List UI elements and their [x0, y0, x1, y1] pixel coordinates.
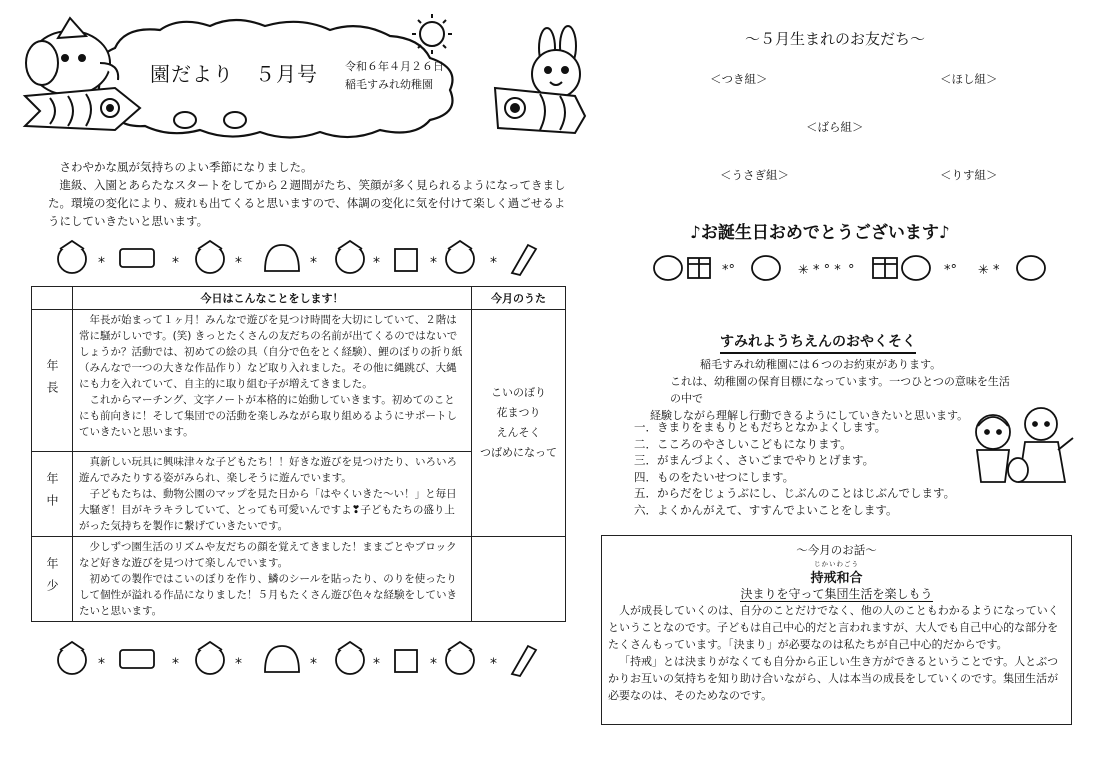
svg-text:*: * [430, 656, 437, 672]
birthday-title: 〜５月生まれのお友だち〜 [744, 30, 925, 48]
grade-header-cell [32, 287, 73, 310]
monthly-plan-table [31, 286, 566, 622]
grade-label [32, 452, 73, 537]
promise-title: すみれようちえんのおやくそく [720, 331, 916, 354]
svg-text:*: * [172, 255, 179, 271]
carp-streamer-right [495, 88, 585, 133]
svg-text:*°: *° [722, 263, 735, 278]
svg-text:*: * [490, 255, 497, 271]
svg-text:*: * [310, 255, 317, 271]
svg-text:*: * [98, 255, 105, 271]
story-body [608, 602, 1066, 704]
song-header: 今月のうた [472, 287, 566, 310]
class-label-hoshi: ＜ほし組＞ [940, 72, 998, 86]
activity-cell [73, 310, 472, 452]
song-item: こいのぼり [491, 386, 546, 399]
svg-text:✳ * ° *: ✳ * ° * [798, 263, 841, 278]
story-subtitle-text: 決まりを守って集団生活を楽しもう [740, 587, 933, 601]
school-name: 稲毛すみれ幼稚園 [345, 78, 433, 91]
empty-song-cell [472, 537, 566, 622]
song-item: つばめになって [480, 446, 557, 459]
intro-text [48, 158, 568, 230]
promise-list [634, 419, 955, 518]
grade-text: 年中 [45, 472, 59, 516]
issue-date: 令和６年４月２６日 [345, 60, 444, 73]
list-item: 二．こころのやさしいこどもになります。 [634, 436, 852, 451]
list-item: 三．がまんづよく、さいごまでやりとげます。 [634, 453, 875, 467]
svg-text:*: * [172, 656, 179, 672]
list-item: 一．きまりをまもりともだちとなかよくします。 [634, 420, 887, 434]
activity-cell [73, 452, 472, 537]
carp-streamer-left [25, 88, 140, 130]
decorative-border-bottom [50, 638, 550, 680]
birthday-congrats: ♪お誕生日おめでとうございます♪ [690, 223, 950, 243]
list-item: 五．からだをじょうぶにし、じぶんのことはじぶんでします。 [634, 486, 956, 500]
story-heading: 〜今月のお話〜 [796, 543, 877, 557]
grade-text: 年長 [45, 358, 59, 403]
issue-date-block [345, 58, 444, 94]
svg-text:*: * [235, 656, 242, 672]
intro-paragraph: 進級、入園とあらたなスタートをしてから２週間がたち、笑顔が多く見られるようになってきました。環境の変化により、疲れも出てくると思いますので、体調の変化に気を付けて楽しく過ごせるようにしていきたいと思います。 [48, 178, 566, 228]
story-paragraph: 人が成長していくのは、自分のことだけでなく、他の人のこともわかるようになっていくということなのです。子どもは自己中心的だと言われますが、大人でも自己中心的な部分をたくさんもっています。「決まり」が必要なのは私たちが自己中心的だからです。 [608, 604, 1059, 651]
class-label-tsuki: ＜つき組＞ [710, 72, 768, 86]
intro-line: さわやかな風が気持ちのよい季節になりました。 [59, 160, 313, 174]
story-ruby: じかいわごう [814, 560, 859, 568]
activity-paragraph: 子どもたちは、動物公園のマップを見た日から「はやくいきた〜い！」と毎日大騒ぎ！目がキラキラしていて、とっても可愛いんですよ❣子どもたちの盛り上がった気持ちを製作に繋げていきたいです。 [79, 488, 457, 532]
grade-label [32, 310, 73, 452]
page-title: 園だより ５月号 [150, 62, 318, 86]
svg-text:*°: *° [944, 263, 957, 278]
birthday-decoration [648, 250, 1048, 284]
table-row [32, 310, 566, 452]
story-keyword: 持戒和合 [810, 571, 863, 586]
sun-illustration [412, 14, 452, 54]
activity-paragraph: 真新しい玩具に興味津々な子どもたち！！好きな遊びを見つけたり、いろいろ遊んでみたりする姿がみられ、楽しそうに遊んでいます。 [79, 456, 457, 484]
children-illustration [963, 400, 1075, 490]
promise-intro-line: これは、幼稚園の保育目標になっています。一つひとつの意味を生活の中で [670, 375, 1010, 405]
activity-paragraph: これからマーチング、文字ノートが本格的に始動していきます。初めてのことにも前向きに！そして集団での活動を楽しみながら取り組めるようにサポートしていきたいと思います。 [79, 394, 457, 438]
svg-text:*: * [490, 656, 497, 672]
activity-header: 今日はこんなことをします！ [73, 287, 472, 310]
song-item: えんそく [496, 426, 541, 439]
decorative-border-top [50, 237, 550, 279]
activity-cell [73, 537, 472, 622]
monthly-story-box [601, 535, 1072, 725]
rabbit-illustration [532, 26, 580, 98]
birds-illustration [174, 112, 246, 128]
song-cell [472, 310, 566, 537]
svg-text:*: * [310, 656, 317, 672]
story-subtitle [602, 585, 1071, 602]
table-header-row [32, 287, 566, 310]
class-label-usagi: ＜うさぎ組＞ [720, 168, 789, 182]
promise-intro-line: 経験しながら理解し行動できるようにしていきたいと思います。 [650, 409, 969, 422]
class-label-bara: ＜ばら組＞ [806, 120, 864, 134]
activity-paragraph: 年長が始まって１ヶ月！みんなで遊びを見つけ時間を大切にしていて、２階は常に騒がしいです。(笑) きっとたくさんの友だちの名前が出てくるのではないでしょうか？活動では、初めての絵の具（自分で色をとく経験）、鯉のぼりの折り紙（みんなで一つの大きな作品作り）など取り入れました。その他に縄跳び、大縄にも力を入れていて、自主的に取り組む子が増えてきました。 [79, 314, 463, 390]
elephant-illustration [26, 18, 118, 95]
class-label-risu: ＜りす組＞ [940, 168, 998, 182]
song-item: 花まつり [496, 406, 541, 419]
grade-text: 年少 [45, 557, 59, 601]
activity-paragraph: 少しずつ園生活のリズムや友だちの顔を覚えてきました！ままごとやブロックなど好きな遊びを見つけて楽しんでいます。 [79, 541, 457, 569]
list-item: 六．よくかんがえて、すすんでよいことをします。 [634, 502, 898, 517]
svg-text:✳ *: ✳ * [978, 263, 1000, 278]
list-item: 四．ものをたいせつにします。 [634, 469, 795, 484]
table-row [32, 537, 566, 622]
grade-label [32, 537, 73, 622]
svg-text:°: ° [848, 263, 855, 278]
svg-text:*: * [98, 656, 105, 672]
svg-text:*: * [430, 255, 437, 271]
svg-text:*: * [373, 656, 380, 672]
svg-text:*: * [373, 255, 380, 271]
story-paragraph: 「持戒」とは決まりがなくても自分から正しい生き方ができるということです。人とぶつかりお互いの気持ちを知り助け合いながら、人は本当の成長をしていくのです。集団生活が必要なのは、そのためなのです。 [608, 655, 1059, 702]
activity-paragraph: 初めての製作ではこいのぼりを作り、鱗のシールを貼ったり、のりを使ったりして個性が溢れる作品になりました！５月もたくさん遊び色々な経験をしていきたいと思います。 [79, 573, 457, 617]
promise-intro-line: 稲毛すみれ幼稚園には６つのお約束があります。 [700, 358, 942, 371]
svg-text:*: * [235, 255, 242, 271]
